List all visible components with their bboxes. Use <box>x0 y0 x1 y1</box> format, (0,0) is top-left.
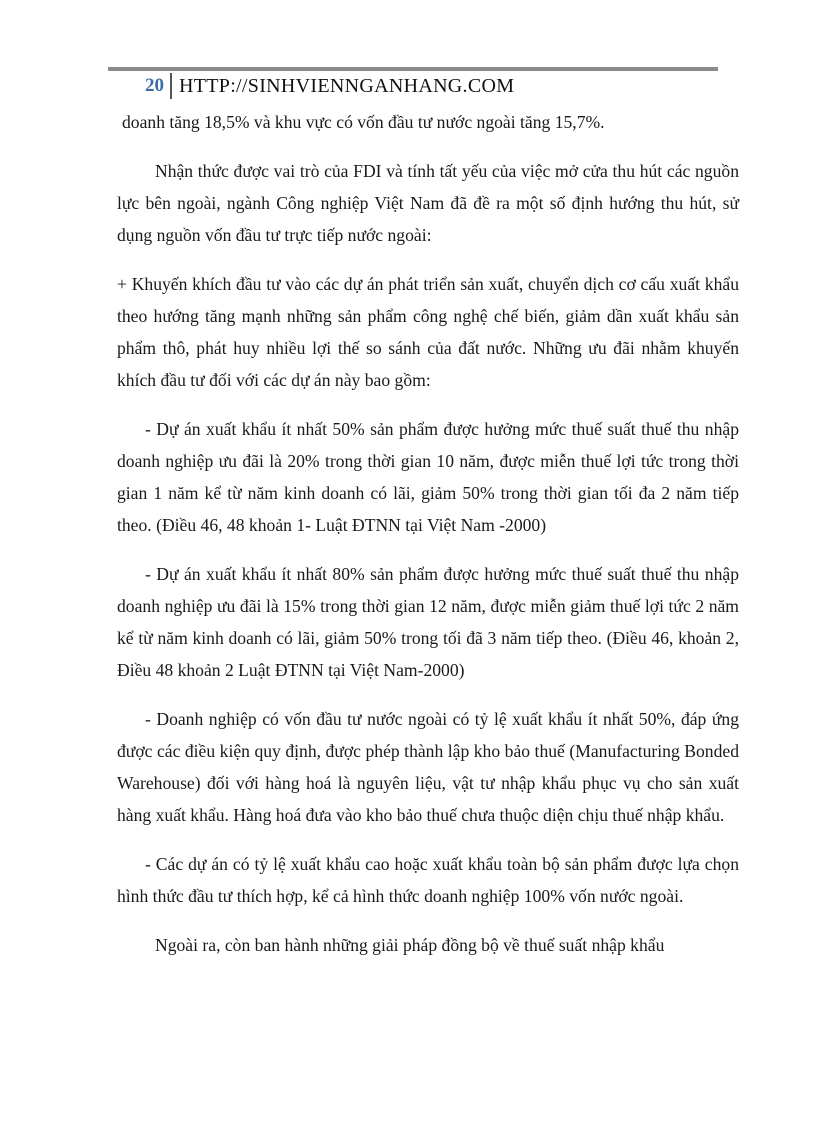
paragraph-intro: Nhận thức được vai trò của FDI và tính tất yếu của việc mở cửa thu hút các nguồn lực bên ngoài, ngành Công nghiệp Việt Nam đã đề ra một số định hướng thu hút, sử dụng nguồn vốn đầu tư trực tiếp nước ngoài: <box>117 161 739 245</box>
paragraph-item-bonded-warehouse: - Doanh nghiệp có vốn đầu tư nước ngoài có tỷ lệ xuất khẩu ít nhất 50%, đáp ứng được các điều kiện quy định, được phép thành lập kho bảo thuế (Manufacturing Bonded Warehouse) đối với hàng hoá là nguyên liệu, vật tư nhập khẩu phục vụ cho sản xuất hàng xuất khẩu. Hàng hoá đưa vào kho bảo thuế chưa thuộc diện chịu thuế nhập khẩu. <box>117 709 739 825</box>
paragraph-item-80-percent: - Dự án xuất khẩu ít nhất 80% sản phẩm được hưởng mức thuế suất thuế thu nhập doanh nghiệp ưu đãi là 15% trong thời gian 12 năm, được miễn giảm thuế lợi tức 2 năm kể từ năm kinh doanh có lãi, giảm 50% trong tối đã 3 năm tiếp theo. (Điều 46, khoản 2, Điều 48 khoản 2 Luật ĐTNN tại Việt Nam-2000) <box>117 564 739 680</box>
page-number: 20 <box>145 75 164 96</box>
paragraph-incentive: + Khuyến khích đầu tư vào các dự án phát triển sản xuất, chuyển dịch cơ cấu xuất khẩu theo hướng tăng mạnh những sản phẩm công nghệ chế biến, giảm dần xuất khẩu sản phẩm thô, phát huy nhiều lợi thế so sánh của đất nước. Những ưu đãi nhằm khuyến khích đầu tư đối với các dự án này bao gồm: <box>117 274 739 390</box>
paragraph-closing: Ngoài ra, còn ban hành những giải pháp đồng bộ về thuế suất nhập khẩu <box>155 935 665 955</box>
page-header <box>108 72 514 100</box>
paragraph-item-export-projects: - Các dự án có tỷ lệ xuất khẩu cao hoặc xuất khẩu toàn bộ sản phẩm được lựa chọn hình thức đầu tư thích hợp, kể cả hình thức doanh nghiệp 100% vốn nước ngoài. <box>117 854 739 906</box>
header-site-link[interactable]: HTTP://SINHVIENNGANHANG.COM <box>179 74 515 97</box>
document-body <box>117 106 739 978</box>
paragraph-continuation: doanh tăng 18,5% và khu vực có vốn đầu tư nước ngoài tăng 15,7%. <box>122 112 605 132</box>
header-rule <box>108 67 718 71</box>
paragraph-item-50-percent: - Dự án xuất khẩu ít nhất 50% sản phẩm được hưởng mức thuế suất thuế thu nhập doanh nghiệp ưu đãi là 20% trong thời gian 10 năm, được miễn thuế lợi tức trong thời gian 1 năm kể từ năm kinh doanh có lãi, giảm 50% trong thời gian tối đa 2 năm tiếp theo. (Điều 46, 48 khoản 1- Luật ĐTNN tại Việt Nam -2000) <box>117 419 739 535</box>
